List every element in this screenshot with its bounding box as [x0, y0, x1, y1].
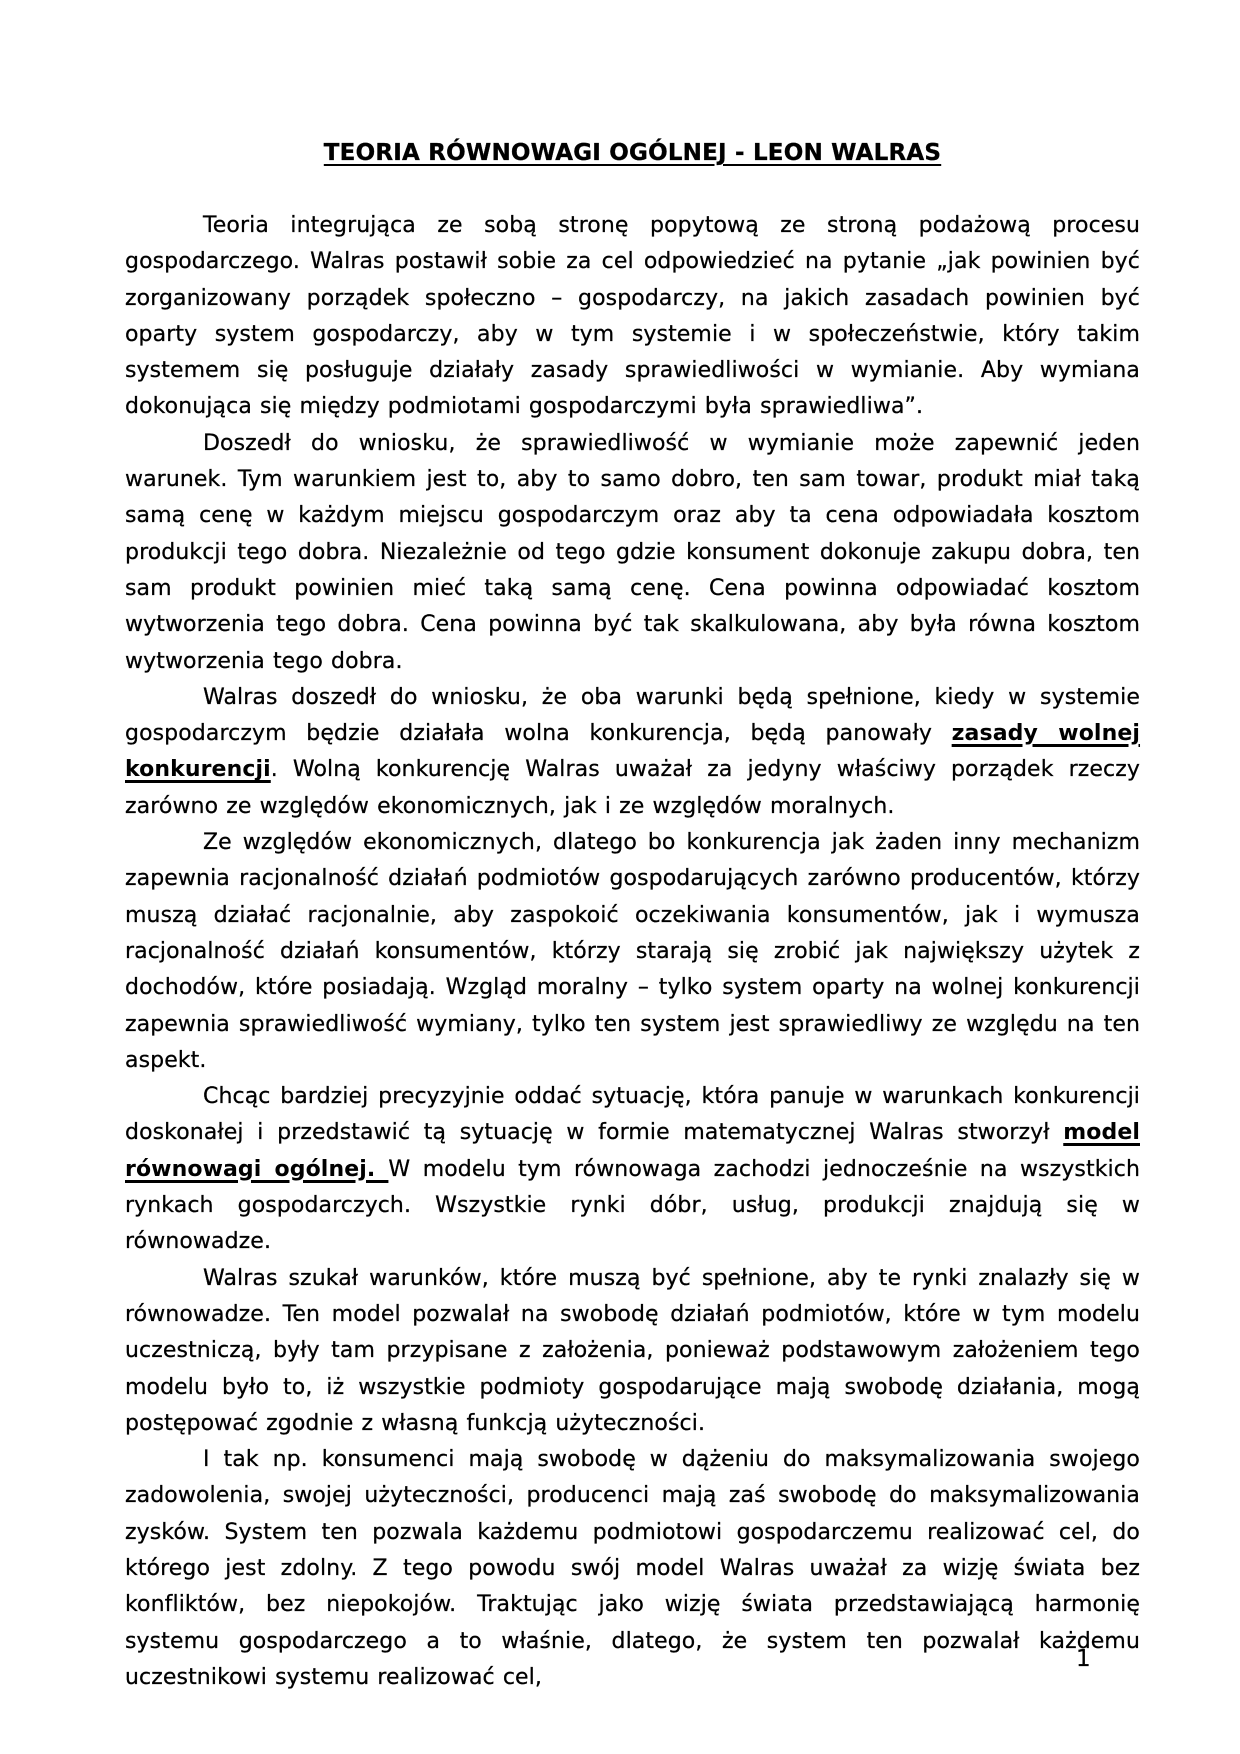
text-segment: Chcąc bardziej precyzyjnie oddać sytuację, która panuje w warunkach konkurencji doskonałej i przedstawić tą sytuację w formie matematycznej Walras stworzył: [125, 1084, 1140, 1146]
document-body: [125, 208, 1140, 1696]
text-segment: . Wolną konkurencję Walras uważał za jedyny właściwy porządek rzeczy zarówno ze względów ekonomicznych, jak i ze względów moralnych.: [125, 757, 1140, 819]
paragraph: [125, 680, 1140, 825]
paragraph: [125, 426, 1140, 680]
text-segment: Walras doszedł do wniosku, że oba warunki będą spełnione, kiedy w systemie gospodarczym będzie działała wolna konkurencja, będą panowały: [125, 684, 1140, 747]
paragraph: [125, 825, 1140, 1079]
paragraph: [125, 208, 1140, 426]
paragraph: [125, 1261, 1140, 1442]
underlined-phrase: zasady wolnej konkurencji: [125, 721, 1141, 783]
paragraph: [125, 1442, 1140, 1696]
text-segment: Doszedł do wniosku, że sprawiedliwość w wymianie może zapewnić jeden warunek. Tym warunkiem jest to, aby to samo dobro, ten sam towar, produkt miał taką samą cenę w każdym miejscu gospodarczym oraz aby ta cena odpowiadała kosztom produkcji tego dobra. Niezależnie od tego gdzie konsument dokonuje zakupu dobra, ten sam produkt powinien mieć taką samą cenę. Cena powinna odpowiadać kosztom wytworzenia tego dobra. Cena powinna być tak skalkulowana, aby była równa kosztom wytworzenia tego dobra.: [125, 430, 1140, 674]
page-title: TEORIA RÓWNOWAGI OGÓLNEJ - LEON WALRAS: [323, 140, 942, 166]
text-segment: I tak np. konsumenci mają swobodę w dążeniu do maksymalizowania swojego zadowolenia, swojej użyteczności, producenci mają zaś swobodę do maksymalizowania zysków. System ten pozwala każdemu podmiotowi gospodarczemu realizować cel, do którego jest zdolny. Z tego powodu swój model Walras uważał za wizję świata bez konfliktów, bez niepokojów. Traktując jako wizję świata przedstawiającą harmonię systemu gospodarczego a to właśnie, dlatego, że system ten pozwalał każdemu uczestnikowi systemu realizować cel,: [125, 1447, 1140, 1690]
text-segment: W modelu tym równowaga zachodzi jednocześnie na wszystkich rynkach gospodarczych. Wszystkie rynki dóbr, usług, produkcji znajdują się w równowadze.: [125, 1156, 1140, 1255]
text-segment: Ze względów ekonomicznych, dlatego bo konkurencja jak żaden inny mechanizm zapewnia racjonalność działań podmiotów gospodarujących zarówno producentów, którzy muszą działać racjonalnie, aby zaspokoić oczekiwania konsumentów, jak i wymusza racjonalność działań konsumentów, którzy starają się zrobić jak największy użytek z dochodów, które posiadają. Wzgląd moralny – tylko system oparty na wolnej konkurencji zapewnia sprawiedliwość wymiany, tylko ten system jest sprawiedliwy ze względu na ten aspekt.: [125, 830, 1140, 1073]
underlined-phrase: model równowagi ogólnej.: [125, 1120, 1140, 1182]
text-segment: Teoria integrująca ze sobą stronę popytową ze stroną podażową procesu gospodarczego. Walras postawił sobie za cel odpowiedzieć na pytanie „jak powinien być zorganizowany porządek społeczno – gospodarczy, na jakich zasadach powinien być oparty system gospodarczy, aby w tym systemie i w społeczeństwie, który takim systemem się posługuje działały zasady sprawiedliwości w wymianie. Aby wymiana dokonująca się między podmiotami gospodarczymi była sprawiedliwa”.: [125, 213, 1140, 420]
paragraph: [125, 1079, 1140, 1260]
page-number: 1: [1076, 1646, 1091, 1672]
document-content: [125, 138, 1140, 1696]
text-segment: Walras szukał warunków, które muszą być spełnione, aby te rynki znalazły się w równowadze. Ten model pozwalał na swobodę działań podmiotów, które w tym modelu uczestniczą, były tam przypisane z założenia, ponieważ podstawowym założeniem tego modelu było to, iż wszystkie podmioty gospodarujące mają swobodę działania, mogą postępować zgodnie z własną funkcją użyteczności.: [125, 1265, 1140, 1436]
